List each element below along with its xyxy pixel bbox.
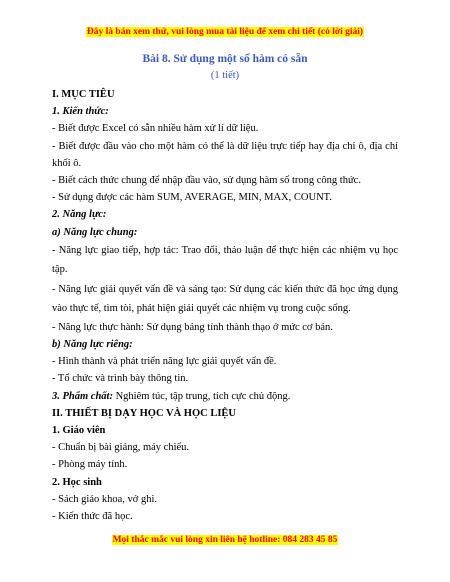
hotline-banner — [0, 535, 450, 545]
subheading-teacher: 1. Giáo viên — [52, 425, 106, 437]
section-heading-objectives: I. MỤC TIÊU — [52, 89, 115, 100]
section-heading-equipment: II. THIẾT BỊ DẠY HỌC VÀ HỌC LIỆU — [52, 407, 236, 419]
hotline-text: Mọi thắc mắc vui lòng xin liên hệ hotline: 084 283 45 85 — [112, 535, 338, 545]
list-item: - Sách giáo khoa, vở ghi. — [52, 493, 157, 505]
lesson-title: Bài 8. Sử dụng một số hàm có sẵn — [142, 53, 308, 65]
list-item: - Năng lực giải quyết vấn đề và sáng tạo: Sử dụng các kiến thức đã học ứng dụng vào thực tế, tìm tòi, phát hiện giải quyết các nhiệm vụ trong cuộc sống. — [52, 283, 398, 315]
qualities-text: Nghiêm túc, tập trung, tích cực chủ động. — [112, 390, 291, 402]
list-item: - Biết được đầu vào cho một hàm có thể là dữ liệu trực tiếp hay địa chỉ ô, địa chỉ khối ô. — [52, 140, 398, 169]
subheading-qualities: 3. Phẩm chất: — [52, 390, 113, 402]
qualities-paragraph — [52, 388, 398, 405]
list-item: - Hình thành và phát triển năng lực giải quyết vấn đề. — [52, 356, 277, 368]
list-item: - Sử dụng được các hàm SUM, AVERAGE, MIN, MAX, COUNT. — [52, 192, 332, 204]
subheading-knowledge: 1. Kiến thức: — [52, 106, 109, 118]
list-item: - Tổ chức và trình bày thông tin. — [52, 373, 189, 385]
lesson-content — [52, 86, 398, 525]
preview-notice-banner — [0, 27, 450, 37]
subheading-general-competence: a) Năng lực chung: — [52, 226, 138, 238]
subheading-specific-competence: b) Năng lực riêng: — [52, 339, 133, 351]
list-item: - Chuẩn bị bài giảng, máy chiếu. — [52, 442, 190, 454]
lesson-duration: (1 tiết) — [210, 70, 240, 81]
list-item: - Năng lực thực hành: Sử dụng bảng tính thành thạo ở mức cơ bản. — [52, 321, 333, 333]
preview-notice-text: Đây là bản xem thử, vui lòng mua tài liệu để xem chi tiết (có lời giải) — [86, 27, 364, 37]
list-item: - Phòng máy tính. — [52, 459, 128, 471]
list-item: - Biết cách thức chung để nhập đầu vào, sử dụng hàm số trong công thức. — [52, 175, 361, 187]
subheading-student: 2. Học sinh — [52, 476, 102, 488]
list-item: - Năng lực giao tiếp, hợp tác: Trao đổi, thảo luận để thực hiện các nhiệm vụ học tập. — [52, 244, 398, 276]
list-item: - Kiến thức đã học. — [52, 511, 133, 523]
list-item: - Biết được Excel có sẵn nhiều hàm xử lí dữ liệu. — [52, 123, 259, 135]
subheading-competence: 2. Năng lực: — [52, 209, 107, 221]
